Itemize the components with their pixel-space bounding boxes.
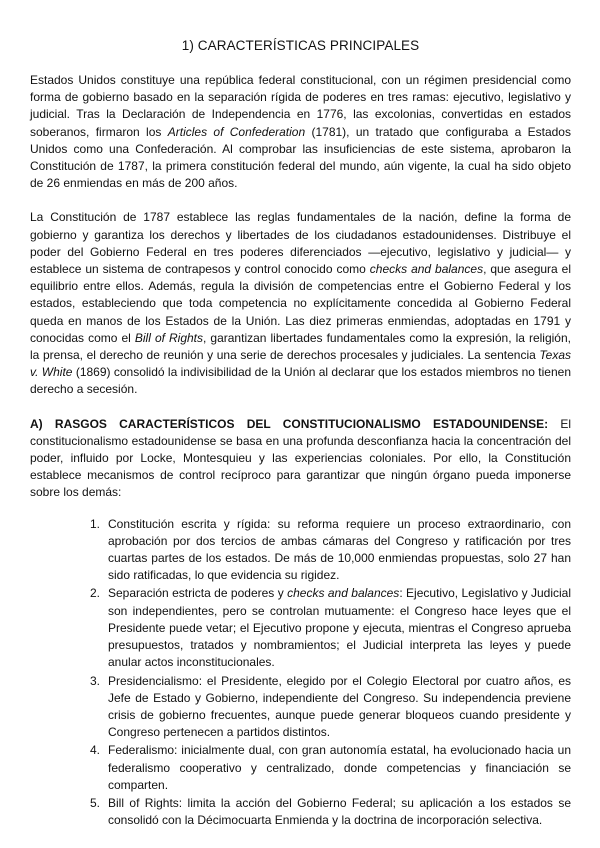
p2-italic-2: Bill of Rights: [134, 330, 204, 345]
list-item: [90, 795, 571, 829]
p2-italic-3: Texas v. White: [30, 348, 571, 380]
list-item-text: Bill of Rights: limita la acción del Gobierno Federal; su aplicación a los estados se consolidó con la Décimocuarta Enmienda y la doctrina de incorporación selectiva.: [108, 795, 571, 828]
p2-text-3: , garantizan libertades fundamentales como la expresión, la religión, la prensa, el derecho de reunión y una serie de derechos procesales y judiciales. La sentencia: [30, 330, 571, 363]
characteristics-list: [30, 516, 571, 830]
p1-italic-1: Articles of Confederation: [167, 124, 306, 139]
list-item: [90, 742, 571, 794]
list-item: [90, 516, 571, 585]
section-a-heading: A) RASGOS CARACTERÍSTICOS DEL CONSTITUCIONALISMO ESTADOUNIDENSE:: [30, 416, 549, 431]
list-item: [90, 585, 571, 671]
list-item-text: Presidencialismo: el Presidente, elegido por el Colegio Electoral por cuatro años, es Jefe de Estado y Gobierno, independiente del Congreso. Su independencia previene crisis de gobierno frecuentes, aunque puede generar bloqueos cuando presidente y Congreso pertenecen a partidos distintos.: [108, 673, 571, 740]
document-page: [30, 38, 571, 830]
p2-italic-1: checks and balances: [369, 262, 484, 277]
p2-text-1: La Constitución de 1787 establece las reglas fundamentales de la nación, define la forma de gobierno y garantiza los derechos y libertades de los ciudadanos estadounidenses. Distribuye el poder del Gobierno Federal en tres poderes diferenciados —ejecutivo, legislativo y judicial— y establece un sistema de contrapesos y control conocido como: [30, 210, 571, 277]
list-item-number: 2.: [90, 586, 101, 601]
p1-text-2: (1781), un tratado que configuraba a Estados Unidos como una Confederación. Al comprobar las insuficiencias de este sistema, aprobaron la Constitución de 1787, la primera constitución federal del mundo, aún vigente, la cual ha sido objeto de 26 enmiendas en más de 200 años.: [30, 124, 571, 191]
paragraph-1: [30, 72, 571, 192]
list-item-text: Federalismo: inicialmente dual, con gran autonomía estatal, ha evolucionado hacia un federalismo cooperativo y centralizado, donde competencias y financiación se comparten.: [108, 743, 571, 792]
list-item-text: Separación estricta de poderes y: [108, 586, 288, 601]
list-item-text: : Ejecutivo, Legislativo y Judicial son independientes, pero se controlan mutuamente: el Congreso hace leyes que el Presidente puede vetar; el Ejecutivo propone y ejecuta, mientras el Congreso aprueba presupuestos, tratados y nombramientos; el Judicial interpreta las leyes y puede anular actos inconstitucionales.: [108, 586, 571, 670]
section-a-intro: El constitucionalismo estadounidense se basa en una profunda desconfianza hacia la concentración del poder, influido por Locke, Montesquieu y las experiencias coloniales. Por ello, la Constitución establece mecanismos de control recíproco para garantizar que ningún órgano pueda imponerse sobre los demás:: [30, 416, 571, 500]
list-item-italic: checks and balances: [287, 586, 400, 601]
paragraph-2: [30, 209, 571, 398]
page-title: 1) CARACTERÍSTICAS PRINCIPALES: [181, 38, 420, 53]
list-item-number: 5.: [90, 795, 101, 810]
p1-text-1: Estados Unidos constituye una república federal constitucional, con un régimen presidencial como forma de gobierno basado en la separación rígida de poderes en tres ramas: ejecutivo, legislativo y judicial. Tras la Declaración de Independencia en 1776, las excolonias, convertidas en estados soberanos, firmaron los: [30, 73, 571, 139]
list-item-number: 4.: [90, 743, 101, 758]
list-item: [90, 673, 571, 742]
list-item-number: 3.: [90, 673, 101, 688]
list-item-text: Constitución escrita y rígida: su reforma requiere un proceso extraordinario, con aprobación por dos tercios de ambas cámaras del Congreso y ratificación por tres cuartas partes de los estados. De más de 10,000 enmiendas propuestas, solo 27 han sido ratificadas, lo que evidencia su rigidez.: [108, 516, 571, 583]
list-item-number: 1.: [90, 516, 101, 531]
p2-text-4: (1869) consolidó la indivisibilidad de la Unión al declarar que los estados miembros no tienen derecho a secesión.: [30, 365, 571, 397]
section-a: [30, 416, 571, 502]
p2-text-2: , que asegura el equilibrio entre ellos. Además, regula la división de competencias entre el Gobierno Federal y los estados, estableciendo que toda competencia no explícitamente concedida al Gobierno Federal queda en manos de los Estados de la Unión. Las diez primeras enmiendas, adoptadas en 1791 y conocidas como el: [30, 262, 571, 345]
